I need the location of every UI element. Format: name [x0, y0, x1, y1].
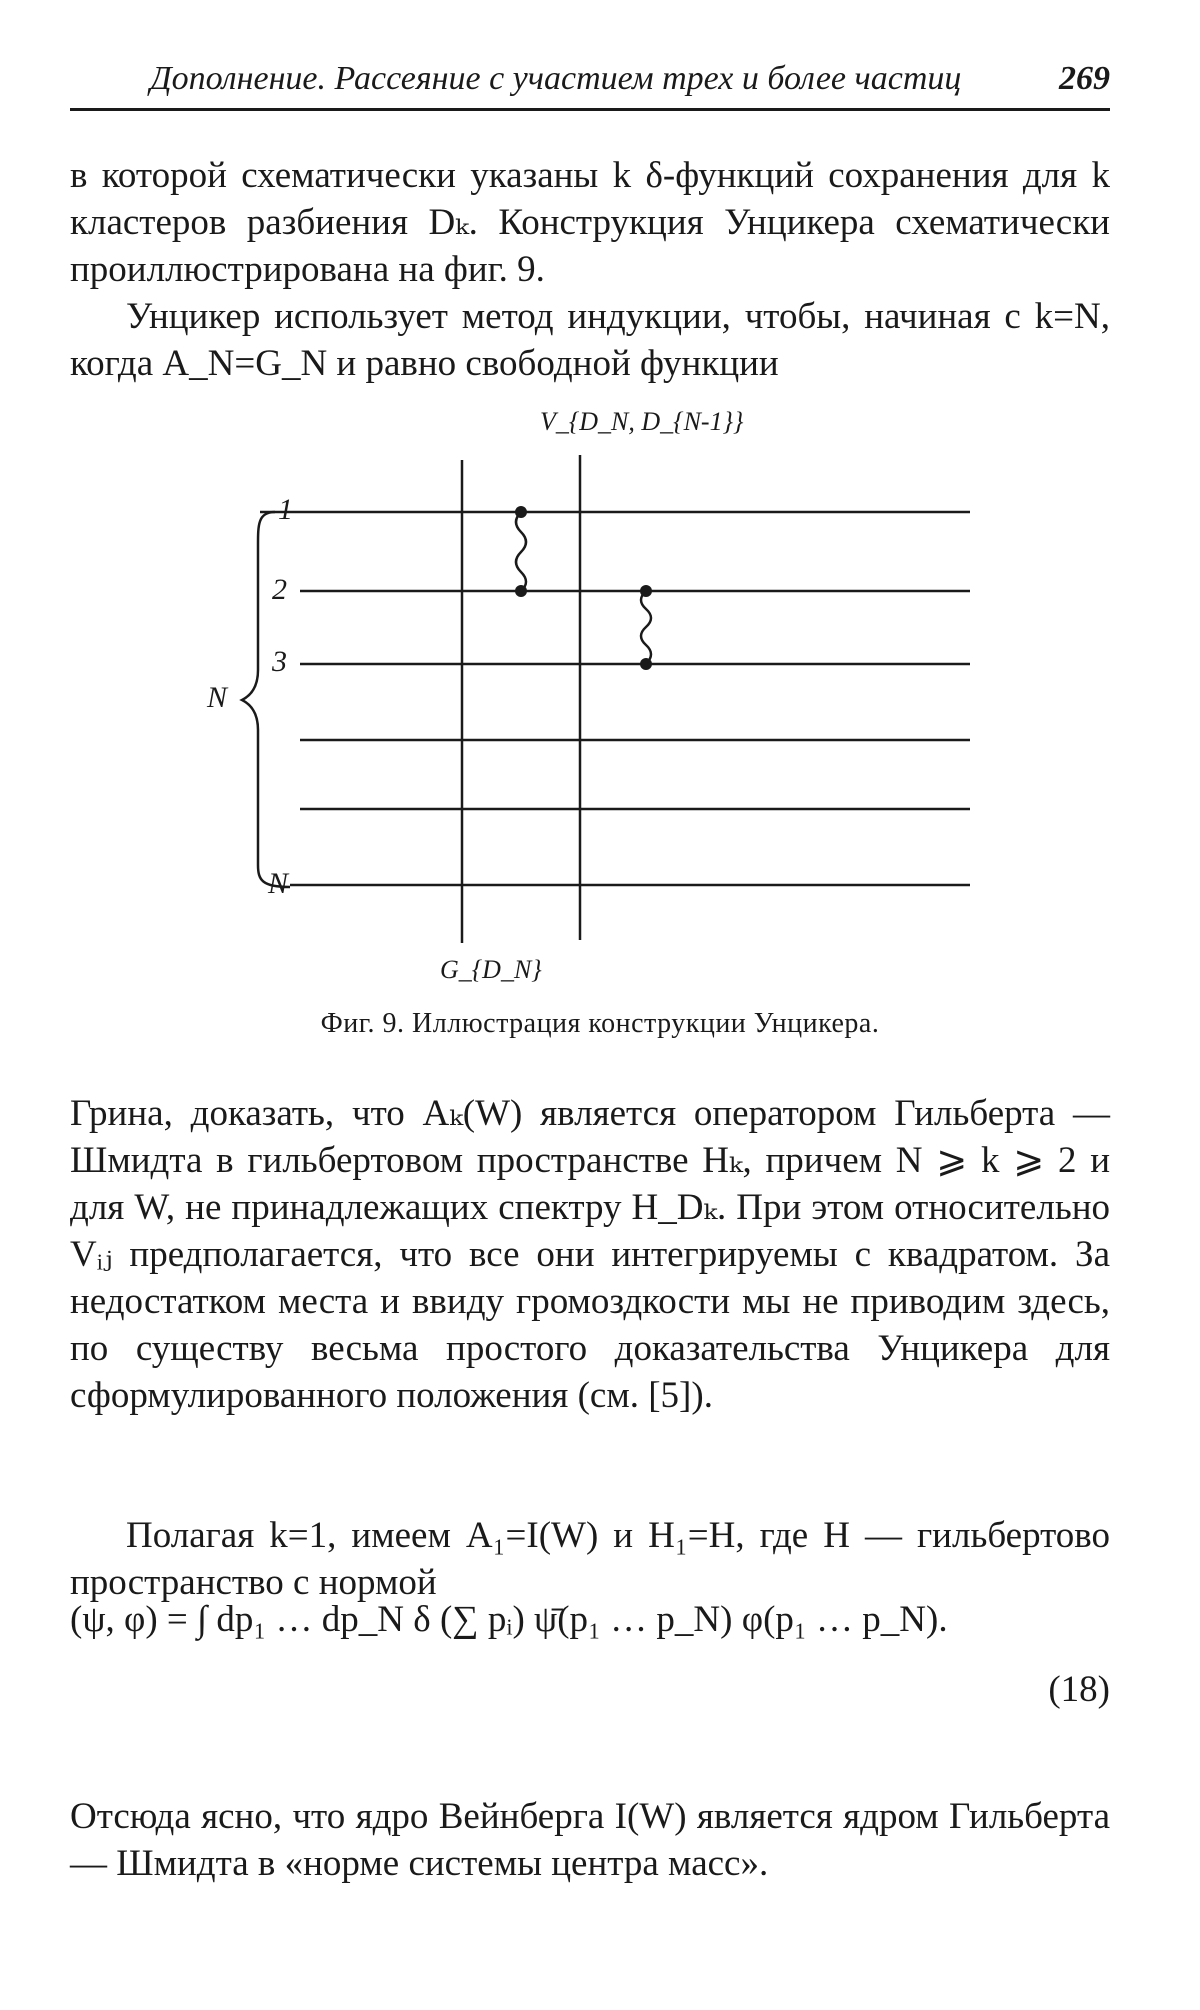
line-label-N: N: [268, 867, 289, 900]
equation-number: (18): [1048, 1669, 1110, 1710]
label-vertical-G: G_{D_N}: [440, 955, 542, 984]
vertex-dot: [515, 585, 527, 597]
vertex-dot: [640, 658, 652, 670]
header-rule: [70, 108, 1110, 111]
line-label-3: 3: [272, 645, 287, 678]
paragraph-5: Отсюда ясно, что ядро Вейнберга I(W) является ядром Гильберта — Шмидта в «норме системы центра масс».: [70, 1796, 1110, 1884]
vertex-dot: [515, 506, 527, 518]
brace-label-N: N: [207, 681, 228, 714]
paragraph-1: в которой схематически указаны k δ-функций сохранения для k кластеров разбиения Dₖ. Конструкция Унцикера схематически проиллюстрирована на фиг. 9.: [70, 155, 1110, 290]
running-title: Дополнение. Рассеяние с участием трех и более частиц: [150, 60, 962, 97]
feynman-diagram: [0, 395, 1200, 995]
line-label-1: 1: [278, 493, 293, 526]
paragraph-4: Полагая k=1, имеем A₁=I(W) и H₁=H, где H — гильбертово пространство с нормой: [70, 1515, 1110, 1603]
equation-18: (ψ, φ) = ∫ dp₁ … dp_N δ (∑ pᵢ) ψ̄(p₁ … p_N) φ(p₁ … p_N).: [70, 1599, 948, 1640]
line-label-2: 2: [272, 573, 287, 606]
page-number: 269: [1059, 60, 1110, 97]
figure-caption: Фиг. 9. Иллюстрация конструкции Унцикера.: [320, 1008, 880, 1039]
vertex-dot: [640, 585, 652, 597]
figure-9: [0, 395, 1200, 995]
paragraph-2: Унцикер использует метод индукции, чтобы, начиная с k=N, когда A_N=G_N и равно свободной функции: [70, 296, 1110, 384]
brace: [242, 512, 290, 887]
interaction-wiggle-12: [516, 512, 526, 591]
label-vertical-V: V_{D_N, D_{N-1}}: [540, 407, 744, 436]
interaction-wiggle-23: [641, 591, 651, 664]
running-head: [150, 60, 1110, 98]
paragraph-3: Грина, доказать, что Aₖ(W) является оператором Гильберта — Шмидта в гильбертовом пространстве Hₖ, причем N ⩾ k ⩾ 2 и для W, не принадлежащих спектру H_Dₖ. При этом относительно Vᵢⱼ предполагается, что все они интегрируемы с квадратом. За недостатком места и ввиду громоздкости мы не приводим здесь, по существу весьма простого доказательства Унцикера для сформулированного положения (см. [5]).: [70, 1093, 1110, 1416]
